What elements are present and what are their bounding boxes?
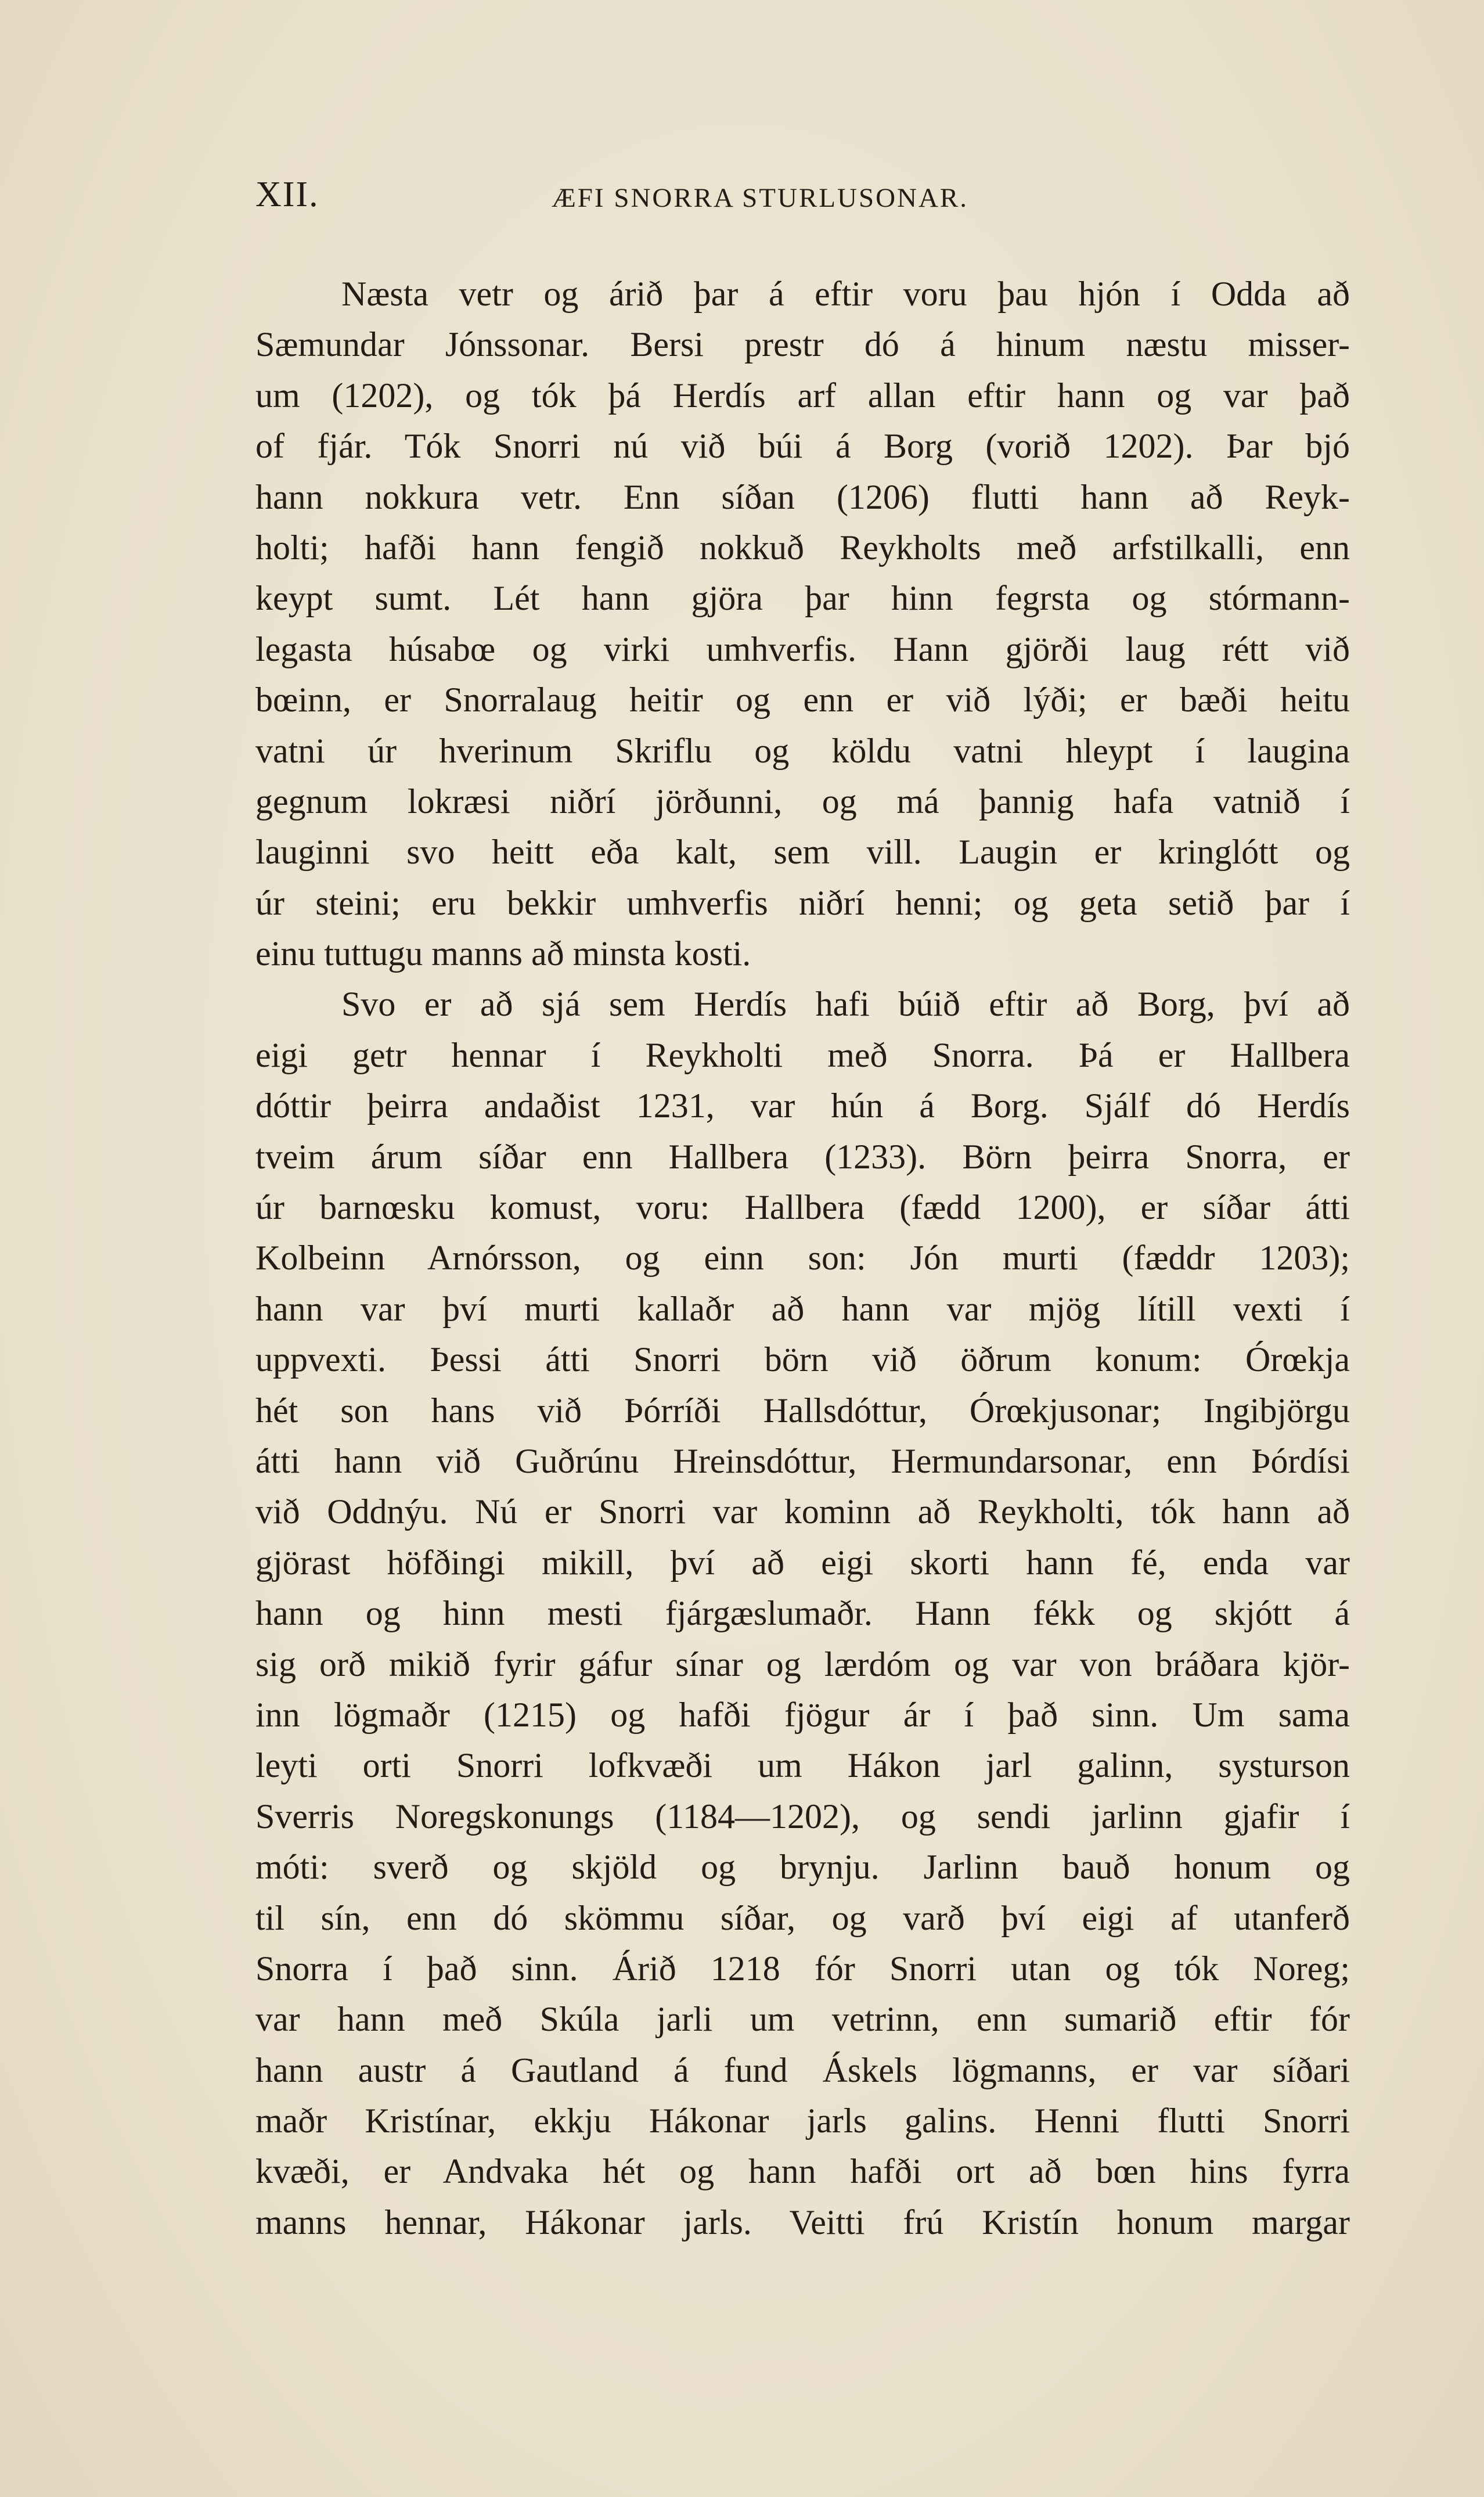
text-line: átti hann við Guðrúnu Hreinsdóttur, Hermundarsonar, enn Þórdísi: [255, 1441, 1350, 1480]
text-line: móti: sverð og skjöld og brynju. Jarlinn bauð honum og: [255, 1848, 1350, 1887]
text-line: Snorra í það sinn. Árið 1218 fór Snorri utan og tók Noreg;: [255, 1949, 1350, 1988]
text-line: keypt sumt. Lét hann gjöra þar hinn fegrsta og stórmann-: [255, 579, 1350, 618]
text-line: legasta húsabœ og virki umhverfis. Hann gjörði laug rétt við: [255, 629, 1350, 668]
text-line: gjörast höfðingi mikill, því að eigi skorti hann fé, enda var: [255, 1543, 1350, 1582]
text-line: um (1202), og tók þá Herdís arf allan eftir hann og var það: [255, 376, 1350, 415]
text-line: gegnum lokræsi niðrí jörðunni, og má þannig hafa vatnið í: [255, 782, 1350, 821]
text-line: var hann með Skúla jarli um vetrinn, enn sumarið eftir fór: [255, 2000, 1350, 2039]
body-text: [255, 269, 1350, 2248]
text-line: úr steini; eru bekkir umhverfis niðrí henni; og geta setið þar í: [255, 883, 1350, 922]
text-line: holti; hafði hann fengið nokkuð Reykholts með arfstilkalli, enn: [255, 528, 1350, 567]
text-line: inn lögmaðr (1215) og hafði fjögur ár í það sinn. Um sama: [255, 1695, 1350, 1734]
text-line: lauginni svo heitt eða kalt, sem vill. Laugin er kringlótt og: [255, 833, 1350, 872]
text-line: tveim árum síðar enn Hallbera (1233). Börn þeirra Snorra, er: [255, 1137, 1350, 1176]
page-header: [255, 174, 1350, 221]
text-line: maðr Kristínar, ekkju Hákonar jarls galins. Henni flutti Snorri: [255, 2102, 1350, 2140]
text-line: bœinn, er Snorralaug heitir og enn er við lýði; er bæði heitu: [255, 681, 1350, 719]
text-line: Næsta vetr og árið þar á eftir voru þau hjón í Odda að: [341, 275, 1350, 313]
text-line: hann nokkura vetr. Enn síðan (1206) flutti hann að Reyk-: [255, 477, 1350, 516]
text-line: hét son hans við Þórríði Hallsdóttur, Órœkjusonar; Ingibjörgu: [255, 1391, 1350, 1430]
text-line: við Oddnýu. Nú er Snorri var kominn að Reykholti, tók hann að: [255, 1492, 1350, 1531]
text-line: sig orð mikið fyrir gáfur sínar og lærdóm og var von bráðara kjör-: [255, 1645, 1350, 1683]
text-line: of fjár. Tók Snorri nú við búi á Borg (vorið 1202). Þar bjó: [255, 427, 1350, 466]
text-line: leyti orti Snorri lofkvæði um Hákon jarl galinn, systurson: [255, 1746, 1350, 1785]
page-number: XII.: [255, 175, 319, 214]
text-line: Svo er að sjá sem Herdís hafi búið eftir að Borg, því að: [341, 985, 1350, 1024]
text-line: dóttir þeirra andaðist 1231, var hún á Borg. Sjálf dó Herdís: [255, 1086, 1350, 1125]
text-line: vatni úr hverinum Skriflu og köldu vatni hleypt í laugina: [255, 731, 1350, 770]
text-line: kvæði, er Andvaka hét og hann hafði ort að bœn hins fyrra: [255, 2152, 1350, 2191]
text-line: til sín, enn dó skömmu síðar, og varð því eigi af utanferð: [255, 1898, 1350, 1937]
text-line: úr barnœsku komust, voru: Hallbera (fædd 1200), er síðar átti: [255, 1188, 1350, 1227]
running-title: ÆFI SNORRA STURLUSONAR.: [552, 183, 969, 213]
text-line: uppvexti. Þessi átti Snorri börn við öðrum konum: Órœkja: [255, 1340, 1350, 1379]
text-line: hann austr á Gautland á fund Áskels lögmanns, er var síðari: [255, 2050, 1350, 2089]
text-line: eigi getr hennar í Reykholti með Snorra. Þá er Hallbera: [255, 1035, 1350, 1074]
text-line: manns hennar, Hákonar jarls. Veitti frú Kristín honum margar: [255, 2203, 1350, 2241]
text-line: einu tuttugu manns að minsta kosti.: [255, 934, 751, 973]
text-line: Sverris Noregskonungs (1184—1202), og sendi jarlinn gjafir í: [255, 1797, 1350, 1836]
text-line: hann og hinn mesti fjárgæslumaðr. Hann fékk og skjótt á: [255, 1594, 1350, 1633]
text-line: Kolbeinn Arnórsson, og einn son: Jón murti (fæddr 1203);: [255, 1239, 1350, 1278]
text-line: hann var því murti kallaðr að hann var mjög lítill vexti í: [255, 1289, 1350, 1328]
text-line: Sæmundar Jónssonar. Bersi prestr dó á hinum næstu misser-: [255, 325, 1350, 364]
